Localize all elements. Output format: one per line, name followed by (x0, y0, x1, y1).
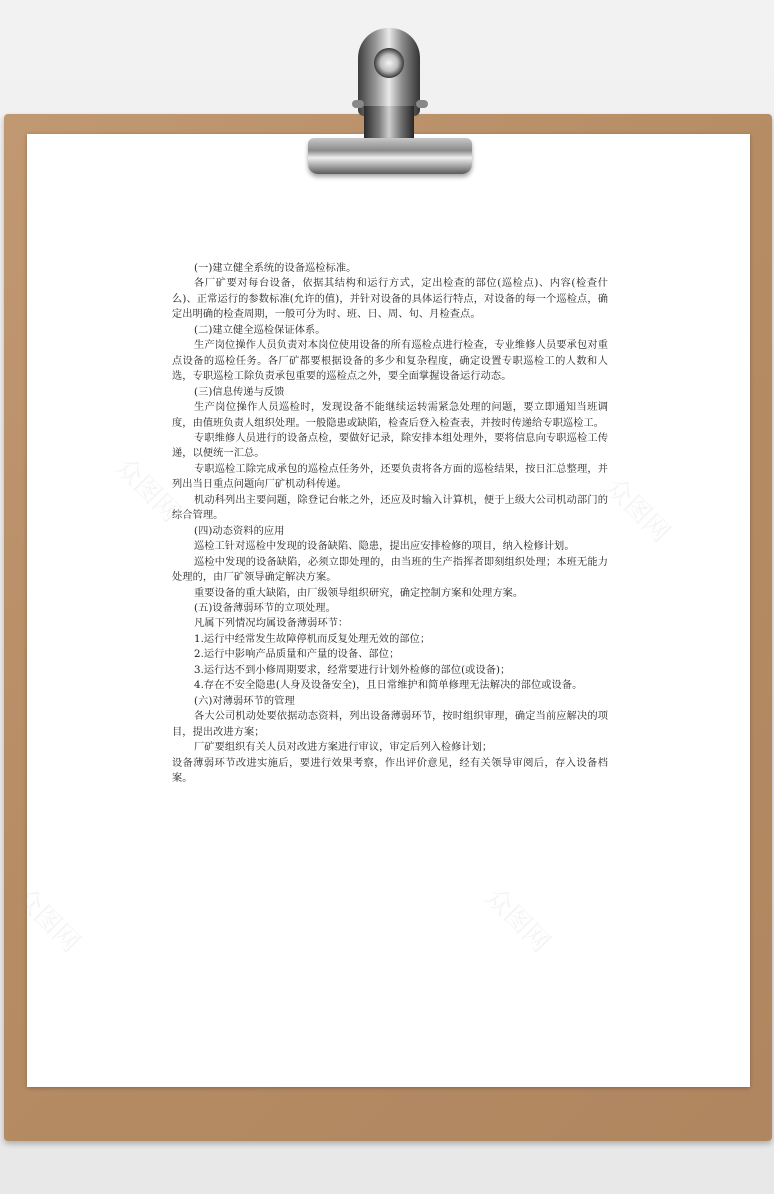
doc-paragraph: 1.运行中经常发生故障停机而反复处理无效的部位； (194, 633, 431, 645)
doc-paragraph: 生产岗位操作人员巡检时，发现设备不能继续运转需紧急处理的问题，要立即通知当班调度，由值班负责人组织处理。一般隐患或缺陷，检查后登入检查表，并按时传递给专职巡检工。 (172, 402, 608, 429)
doc-paragraph: 重要设备的重大缺陷，由厂级领导组织研究，确定控制方案和处理方案。 (194, 587, 524, 599)
doc-paragraph: 机动科列出主要问题，除登记台帐之外，还应及时输入计算机，便于上级大公司机动部门的综合管理。 (172, 494, 608, 522)
clip-base (308, 138, 472, 174)
doc-paragraph: 厂矿要组织有关人员对改进方案进行审议，审定后列入检修计划； (194, 742, 493, 754)
doc-paragraph: 凡属下列情况均属设备薄弱环节： (194, 618, 349, 630)
doc-paragraph: (四)动态资料的应用 (194, 525, 285, 537)
clip-pin-right (416, 100, 428, 108)
doc-paragraph: 各厂矿要对每台设备，依据其结构和运行方式，定出检查的部位(巡检点)、内容(检查什么)、正常运行的参数标准(允许的值)，并针对设备的具体运行特点，对设备的每一个巡检点，确定出明确的检查周期，一般可分为时、班、日、周、旬、月检查点。 (172, 278, 608, 321)
doc-paragraph: 2.运行中影响产品质量和产量的设备、部位； (194, 649, 400, 661)
clip-hole (374, 48, 404, 78)
doc-paragraph: 巡检中发现的设备缺陷，必须立即处理的，由当班的生产指挥者即刻组织处理；本班无能力处理的，由厂矿领导确定解决方案。 (172, 556, 608, 584)
doc-paragraph: (二)建立健全巡检保证体系。 (194, 324, 326, 336)
doc-paragraph: (三)信息传递与反馈 (194, 386, 285, 398)
doc-paragraph: 设备薄弱环节改进实施后，要进行效果考察，作出评价意见，经有关领导审阅后，存入设备档案。 (172, 757, 608, 784)
binder-clip (300, 20, 480, 180)
doc-paragraph: 专职巡检工除完成承包的巡检点任务外，还要负责将各方面的巡检结果，按日汇总整理，并列出当日重点问题向厂矿机动科传递。 (172, 463, 608, 491)
document-body (172, 261, 608, 786)
doc-paragraph: (一)建立健全系统的设备巡检标准。 (194, 263, 357, 274)
doc-paragraph: 3.运行达不到小修周期要求，经常要进行计划外检修的部位(或设备)； (194, 664, 511, 676)
doc-paragraph: 专职维修人员进行的设备点检，要做好记录，除安排本组处理外，要将信息向专职巡检工传递，以便统一汇总。 (172, 432, 608, 460)
doc-paragraph: 各大公司机动处要依据动态资料，列出设备薄弱环节，按时组织审理，确定当前应解决的项目，提出改进方案； (172, 711, 608, 738)
doc-paragraph: (五)设备薄弱环节的立项处理。 (194, 602, 336, 614)
doc-paragraph: 4.存在不安全隐患(人身及设备安全)，且日常维护和简单修理无法解决的部位或设备。 (194, 680, 583, 692)
doc-paragraph: (六)对薄弱环节的管理 (194, 695, 295, 707)
clip-pin-left (352, 100, 364, 108)
doc-paragraph: 生产岗位操作人员负责对本岗位使用设备的所有巡检点进行检查，专业维修人员要承包对重点设备的巡检任务。各厂矿都要根据设备的多少和复杂程度，确定设置专职巡检工的人数和人选，专职巡检工除负责承包重要的巡检点之外，要全面掌握设备运行动态。 (172, 340, 608, 383)
doc-paragraph: 巡检工针对巡检中发现的设备缺陷、隐患，提出应安排检修的项目，纳入检修计划。 (194, 541, 575, 553)
